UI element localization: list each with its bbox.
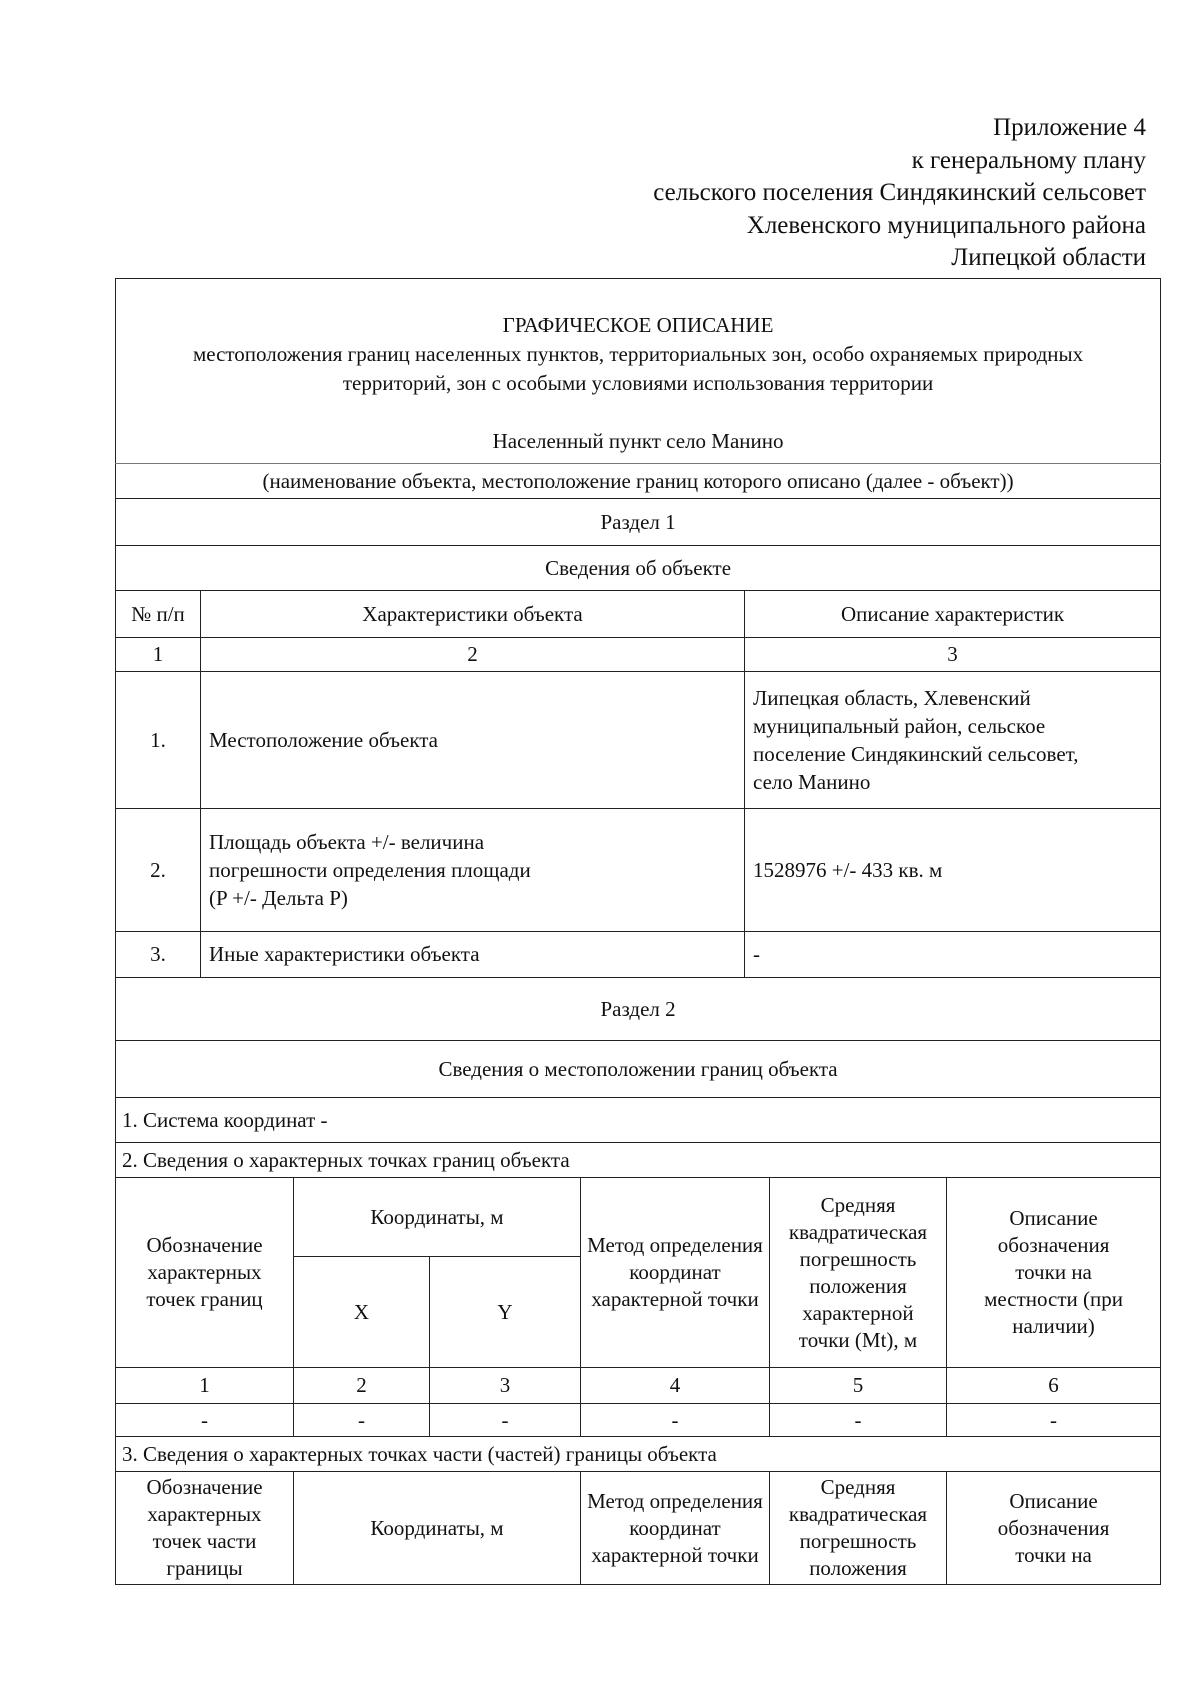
header-line: Метод определения — [587, 1488, 763, 1513]
object-area-value: 1528976 +/- 433 кв. м — [745, 809, 1161, 932]
header-line: точки на — [1015, 1260, 1092, 1284]
area-label-line: Площадь объекта +/- величина — [209, 830, 485, 854]
section1-title: Раздел 1 — [116, 499, 1161, 546]
location-line: муниципальный район, сельское — [753, 714, 1046, 738]
coordinates-header: Координаты, м — [294, 1178, 581, 1257]
header-line: точек части — [152, 1529, 257, 1553]
appendix-line: Приложение 4 — [993, 114, 1146, 141]
parts-section-title: 3. Сведения о характерных точках части (частей) границы объекта — [116, 1437, 1161, 1472]
column-number: 1 — [116, 1368, 294, 1404]
header-line: Метод определения — [587, 1233, 763, 1257]
appendix-heading — [653, 112, 1146, 275]
header-line: точки на — [1015, 1542, 1092, 1567]
column-number: 2 — [201, 638, 745, 672]
object-name: Населенный пункт село Манино — [492, 429, 784, 453]
area-label-line: погрешности определения площади — [209, 858, 531, 882]
section1-subtitle: Сведения об объекте — [116, 546, 1161, 591]
other-characteristics-value: - — [745, 932, 1161, 978]
empty-cell: - — [116, 1404, 294, 1437]
appendix-line: Липецкой области — [951, 244, 1146, 271]
y-coordinate-header: Y — [430, 1257, 581, 1368]
appendix-line: к генеральному плану — [911, 146, 1146, 174]
header-line: Обозначение — [146, 1475, 263, 1499]
other-characteristics-label: Иные характеристики объекта — [201, 932, 745, 978]
document-title: ГРАФИЧЕСКОЕ ОПИСАНИЕ — [502, 313, 774, 337]
points-designation-header — [116, 1178, 294, 1368]
area-label-line: (P +/- Дельта P) — [209, 886, 348, 910]
appendix-line: Хлевенского муниципального района — [746, 211, 1146, 239]
column-header-characteristics: Характеристики объекта — [201, 591, 745, 638]
column-number: 5 — [770, 1368, 947, 1404]
appendix-line: сельского поселения Синдякинский сельсовет — [653, 179, 1146, 206]
header-line: обозначения — [997, 1515, 1110, 1540]
empty-cell: - — [581, 1404, 770, 1437]
header-line: Описание — [1009, 1488, 1098, 1513]
header-line: характерной — [802, 1300, 914, 1325]
header-line: характерных — [147, 1502, 262, 1526]
row-number: 2. — [116, 809, 201, 932]
column-number: 6 — [947, 1368, 1161, 1404]
object-area-label — [201, 809, 745, 932]
empty-cell: - — [770, 1404, 947, 1437]
empty-cell: - — [294, 1404, 430, 1437]
points-section-title: 2. Сведения о характерных точках границ объекта — [116, 1143, 1161, 1178]
object-location-label: Местоположение объекта — [201, 672, 745, 809]
column-number: 3 — [745, 638, 1161, 672]
column-number: 2 — [294, 1368, 430, 1404]
column-header-number: № п/п — [116, 591, 201, 638]
document-subtitle: территорий, зон с особыми условиями использования территории — [342, 371, 934, 395]
header-line: Обозначение — [146, 1233, 263, 1257]
parts-designation-header — [116, 1472, 294, 1585]
object-caption: (наименование объекта, местоположение границ которого описано (далее - объект)) — [116, 464, 1161, 499]
empty-cell: - — [947, 1404, 1161, 1437]
header-line: местности (при — [984, 1287, 1123, 1311]
method-header — [581, 1178, 770, 1368]
error-header — [770, 1178, 947, 1368]
column-number: 4 — [581, 1368, 770, 1404]
header-line: характерной точки — [591, 1287, 759, 1311]
section2-subtitle: Сведения о местоположении границ объекта — [116, 1041, 1161, 1098]
header-line: характерных — [147, 1260, 262, 1284]
header-line: Описание — [1009, 1206, 1098, 1230]
header-line: положения — [809, 1273, 907, 1298]
header-line: квадратическая — [788, 1219, 928, 1244]
parts-error-header — [770, 1472, 947, 1585]
header-line: границы — [166, 1556, 243, 1580]
parts-coordinates-header: Координаты, м — [294, 1472, 581, 1585]
object-location-value — [745, 672, 1161, 809]
header-line: квадратическая — [788, 1502, 928, 1526]
graphic-description-table — [115, 278, 1161, 1585]
section2-title: Раздел 2 — [116, 978, 1161, 1041]
header-line: характерной точки — [591, 1542, 759, 1567]
header-line: координат — [629, 1260, 721, 1284]
document-subtitle: местоположения границ населенных пунктов, территориальных зон, особо охраняемых природных — [192, 342, 1084, 366]
header-line: точки (Mt), м — [798, 1327, 918, 1352]
location-line: Липецкая область, Хлевенский — [753, 686, 1031, 710]
row-number: 1. — [116, 672, 201, 809]
parts-method-header — [581, 1472, 770, 1585]
column-number: 3 — [430, 1368, 581, 1404]
coordinate-system: 1. Система координат - — [116, 1098, 1161, 1143]
header-line: Средняя — [820, 1192, 896, 1217]
point-description-header — [947, 1178, 1161, 1368]
header-line: наличии) — [1012, 1314, 1095, 1338]
column-number: 1 — [116, 638, 201, 672]
header-line: обозначения — [997, 1233, 1110, 1257]
column-header-description: Описание характеристик — [745, 591, 1161, 638]
header-line: Средняя — [820, 1475, 896, 1499]
location-line: поселение Синдякинский сельсовет, — [753, 742, 1079, 766]
header-line: погрешность — [799, 1529, 917, 1553]
document-title-block — [116, 279, 1161, 464]
header-line: координат — [629, 1515, 721, 1540]
header-line: погрешность — [799, 1246, 917, 1271]
parts-description-header — [947, 1472, 1161, 1585]
row-number: 3. — [116, 932, 201, 978]
location-line: село Манино — [753, 770, 871, 794]
empty-cell: - — [430, 1404, 581, 1437]
header-line: точек границ — [146, 1287, 263, 1311]
header-line: положения — [809, 1556, 907, 1580]
x-coordinate-header: X — [294, 1257, 430, 1368]
